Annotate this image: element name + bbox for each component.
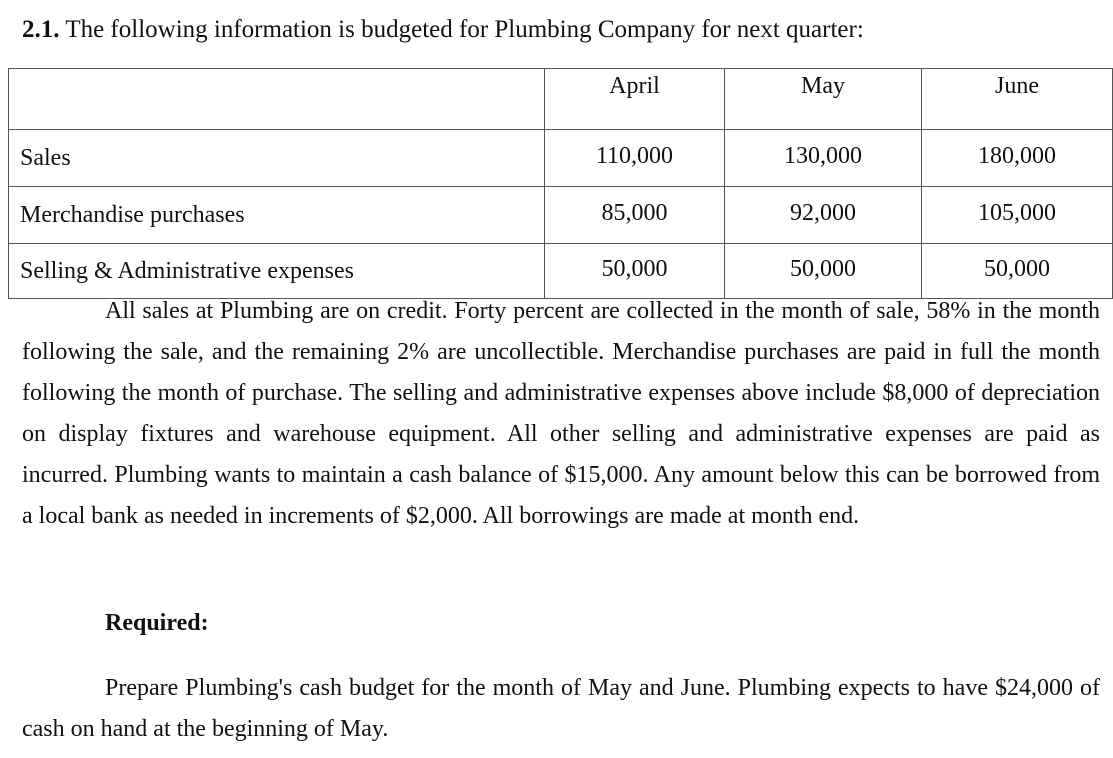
- problem-description: All sales at Plumbing are on credit. Forty percent are collected in the month of sale, 58% in the month following the sale, and the remaining 2% are uncollectible. Merchandise purchases are paid in full the month following the month of purchase. The selling and administrative expenses above include $8,000 of depreciation on display fixtures and warehouse equipment. All other selling and administrative expenses are paid as incurred. Plumbing wants to maintain a cash balance of $15,000. Any amount below this can be borrowed from a local bank as needed in increments of $2,000. All borrowings are made at month end.: [22, 298, 1100, 529]
- cell-value: 92,000: [725, 187, 922, 244]
- header-month-april: April: [545, 69, 725, 130]
- requirement-text: Prepare Plumbing's cash budget for the month of May and June. Plumbing expects to have $24,000 of cash on hand at the beginning of May.: [22, 675, 1100, 742]
- cell-value: 50,000: [545, 244, 725, 299]
- table-row-purchases: [9, 187, 1113, 244]
- cell-value: 105,000: [922, 187, 1113, 244]
- table-row-sales: [9, 130, 1113, 187]
- budget-table: [8, 68, 1113, 299]
- header-month-june: June: [922, 69, 1113, 130]
- cell-value: 110,000: [545, 130, 725, 187]
- row-label: Sales: [9, 130, 545, 187]
- question-number: 2.1.: [22, 16, 60, 43]
- cell-value: 85,000: [545, 187, 725, 244]
- cell-value: 50,000: [725, 244, 922, 299]
- cell-value: 50,000: [922, 244, 1113, 299]
- row-label: Selling & Administrative expenses: [9, 244, 545, 299]
- cell-value: 180,000: [922, 130, 1113, 187]
- required-heading: Required:: [105, 610, 209, 636]
- header-empty-cell: [9, 69, 545, 130]
- header-month-may: May: [725, 69, 922, 130]
- table-header-row: [9, 69, 1113, 130]
- question-heading: [22, 14, 864, 46]
- question-title: The following information is budgeted for Plumbing Company for next quarter:: [65, 16, 864, 43]
- cell-value: 130,000: [725, 130, 922, 187]
- row-label: Merchandise purchases: [9, 187, 545, 244]
